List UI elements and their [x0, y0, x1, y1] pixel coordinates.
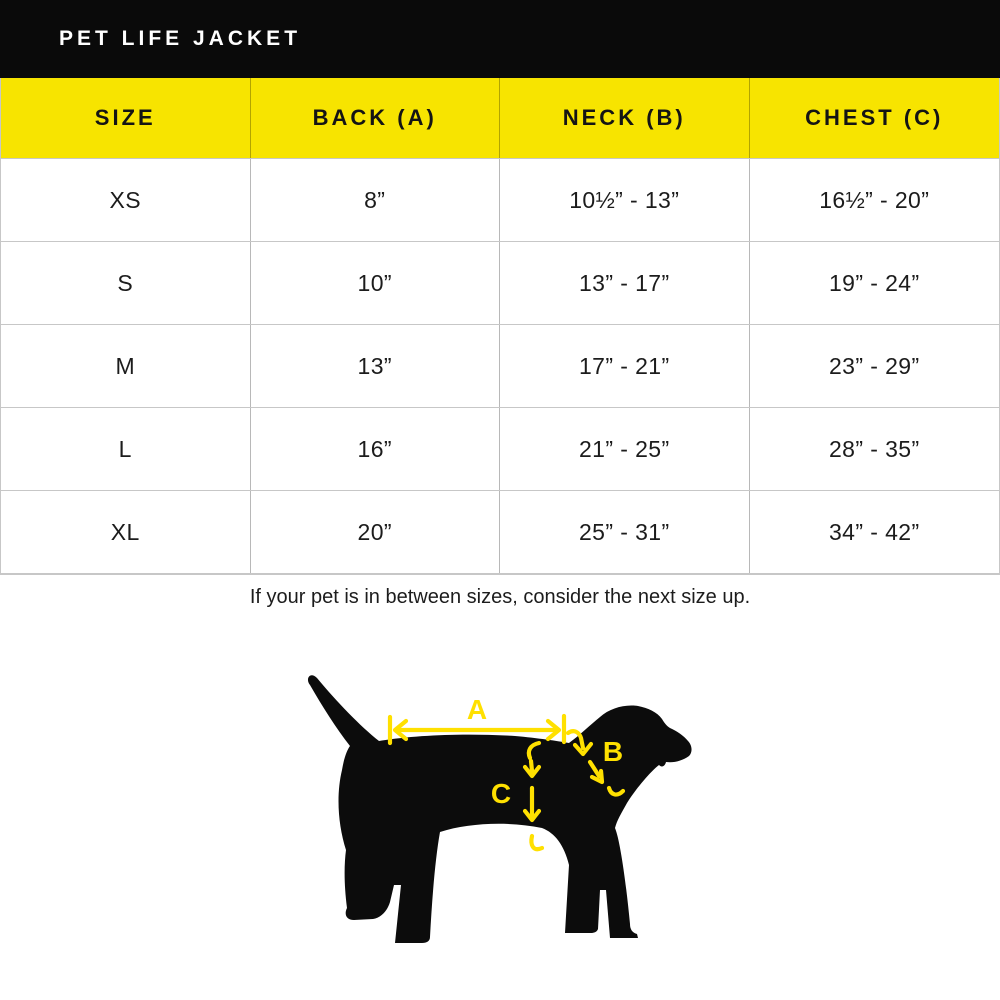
back-cell: 13” [251, 325, 501, 407]
neck-cell: 17” - 21” [500, 325, 750, 407]
page-title: PET LIFE JACKET [59, 27, 302, 50]
label-a: A [466, 694, 488, 725]
column-header-neck: NECK (B) [500, 78, 750, 158]
column-header-back: BACK (A) [251, 78, 501, 158]
size-cell: S [1, 242, 251, 324]
chest-cell: 19” - 24” [828, 269, 920, 296]
table-row [1, 490, 999, 573]
title-bar [0, 0, 1000, 78]
label-c: C [490, 778, 512, 809]
size-cell: M [1, 325, 251, 407]
sizing-note: If your pet is in between sizes, consider the next size up. [249, 586, 751, 608]
column-header-chest: CHEST (C) [805, 105, 944, 130]
back-cell: 8” [251, 159, 501, 241]
table-header-row [1, 78, 999, 158]
neck-cell: 21” - 25” [500, 408, 750, 490]
chest-cell: 23” - 29” [828, 352, 920, 379]
size-cell: XL [1, 491, 251, 573]
size-cell: L [1, 408, 251, 490]
back-cell: 16” [251, 408, 501, 490]
size-table [0, 78, 1000, 575]
size-cell: XS [1, 159, 251, 241]
column-header-size: SIZE [1, 78, 251, 158]
label-b: B [602, 736, 624, 767]
chest-cell: 28” - 35” [828, 435, 920, 462]
table-row [1, 241, 999, 324]
dog-silhouette-icon [308, 675, 692, 943]
neck-cell: 13” - 17” [500, 242, 750, 324]
table-row [1, 158, 999, 241]
back-cell: 20” [251, 491, 501, 573]
neck-cell: 25” - 31” [500, 491, 750, 573]
back-cell: 10” [251, 242, 501, 324]
neck-cell: 10½” - 13” [500, 159, 750, 241]
chest-cell: 16½” - 20” [819, 186, 930, 213]
chest-cell: 34” - 42” [828, 518, 920, 545]
table-row [1, 324, 999, 407]
table-row [1, 407, 999, 490]
dog-measurement-diagram [280, 640, 720, 960]
